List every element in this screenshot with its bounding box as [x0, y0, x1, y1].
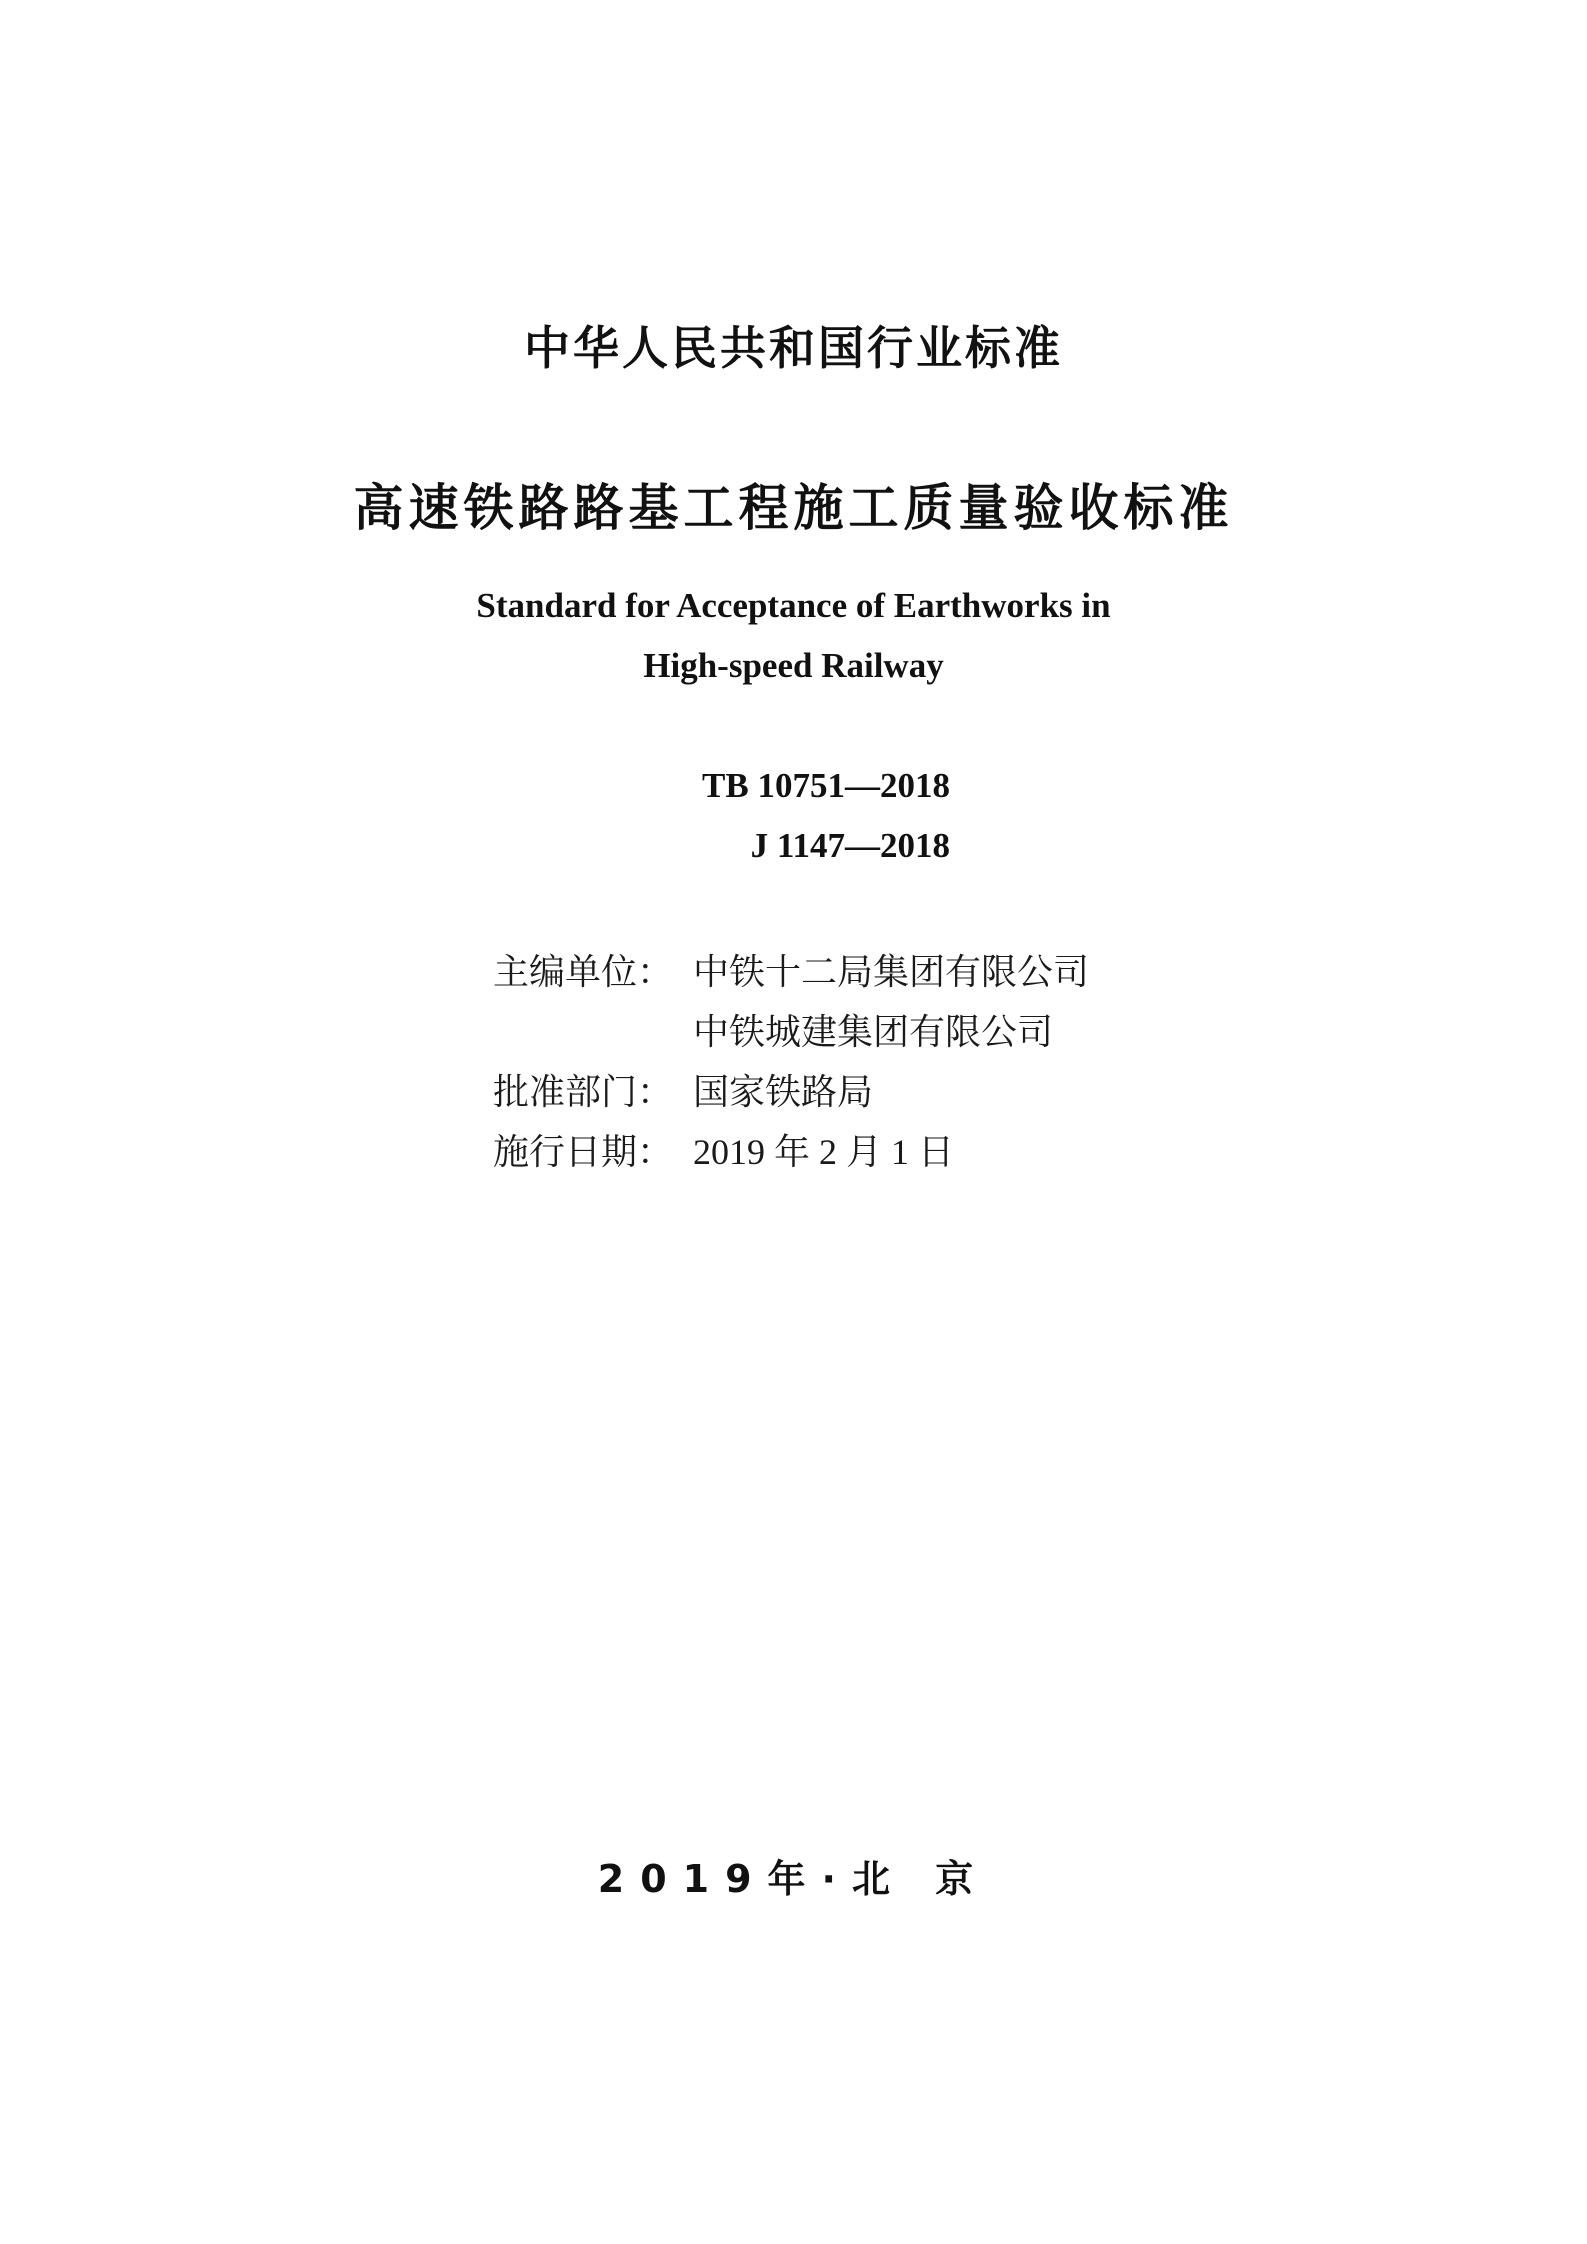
document-title-english-line-1: Standard for Acceptance of Earthworks in: [476, 586, 1111, 625]
editor-label: 主编单位：: [493, 952, 674, 993]
document-title-chinese: 高速铁路路基工程施工质量验收标准: [353, 479, 1234, 537]
approver-label: 批准部门：: [493, 1072, 674, 1113]
approver-value: 国家铁路局: [693, 1072, 874, 1113]
effective-date-label: 施行日期：: [493, 1132, 674, 1173]
standard-code-tb: TB 10751—2018: [702, 766, 950, 805]
document-title-english-line-2: High-speed Railway: [643, 646, 944, 685]
editor-row-2: [493, 1004, 1053, 1055]
editor-row: [493, 944, 1089, 995]
effective-date-value: 2019 年 2 月 1 日: [693, 1132, 955, 1172]
standard-code-j: J 1147—2018: [750, 826, 950, 865]
publication-imprint: 2019年·北 京: [597, 1857, 990, 1901]
editor-unit-1: 中铁十二局集团有限公司: [693, 952, 1090, 993]
effective-date-row: [493, 1124, 954, 1175]
standard-category: 中华人民共和国行业标准: [524, 321, 1063, 375]
editor-unit-2: 中铁城建集团有限公司: [693, 1012, 1054, 1053]
approver-row: [493, 1064, 873, 1115]
